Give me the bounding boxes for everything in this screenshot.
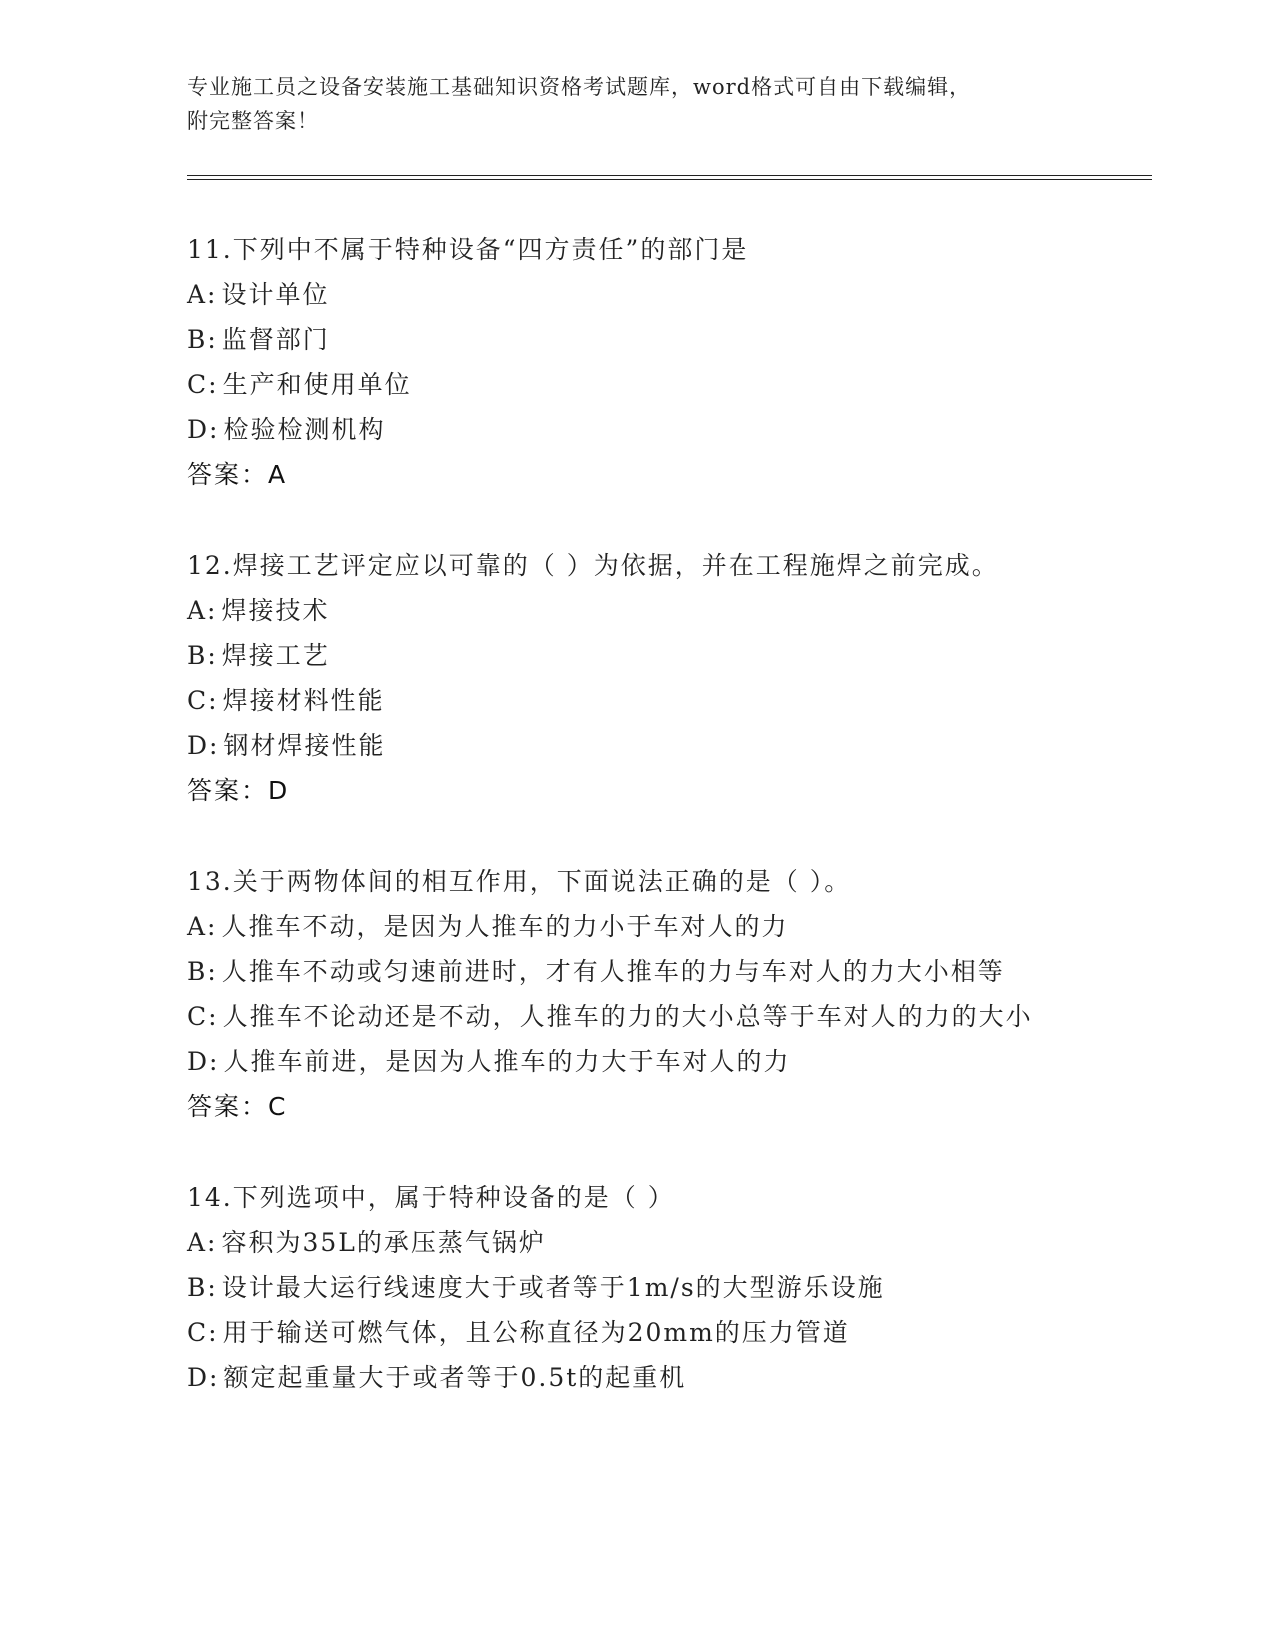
option-label: A: — [187, 1228, 218, 1257]
option-c — [187, 1310, 1152, 1355]
option-text: 人推车前进，是因为人推车的力大于车对人的力 — [223, 1047, 791, 1076]
option-a — [187, 588, 1152, 633]
answer: 答案：A — [187, 460, 288, 489]
option-d — [187, 1355, 1152, 1400]
option-label: D: — [187, 415, 220, 444]
option-label: C: — [187, 1002, 219, 1031]
header-divider — [187, 175, 1152, 180]
option-label: B: — [187, 325, 218, 354]
option-b — [187, 633, 1152, 678]
option-text: 生产和使用单位 — [222, 370, 412, 399]
option-text: 容积为35L的承压蒸气锅炉 — [221, 1228, 546, 1257]
answer: 答案：C — [187, 1092, 288, 1121]
question-stem: 11.下列中不属于特种设备“四方责任”的部门是 — [187, 235, 749, 264]
option-d — [187, 407, 1152, 452]
option-label: B: — [187, 641, 218, 670]
option-text: 设计最大运行线速度大于或者等于1m/s的大型游乐设施 — [221, 1273, 885, 1302]
option-text: 监督部门 — [221, 325, 330, 354]
option-text: 钢材焊接性能 — [223, 731, 386, 760]
option-b — [187, 949, 1152, 994]
option-c — [187, 678, 1152, 723]
option-label: B: — [187, 957, 218, 986]
option-text: 人推车不论动还是不动，人推车的力的大小总等于车对人的力的大小 — [222, 1002, 1033, 1031]
question-list — [187, 227, 1152, 1400]
question-11 — [187, 227, 1152, 497]
option-label: D: — [187, 1363, 220, 1392]
option-label: A: — [187, 912, 218, 941]
option-label: A: — [187, 596, 218, 625]
question-stem: 12.焊接工艺评定应以可靠的（ ）为依据，并在工程施焊之前完成。 — [187, 551, 999, 580]
document-header — [187, 70, 1152, 138]
question-12 — [187, 543, 1152, 813]
option-label: D: — [187, 731, 220, 760]
question-13 — [187, 859, 1152, 1129]
option-c — [187, 362, 1152, 407]
option-text: 人推车不动或匀速前进时，才有人推车的力与车对人的力大小相等 — [221, 957, 1005, 986]
header-line-1: 专业施工员之设备安装施工基础知识资格考试题库，word格式可自由下载编辑， — [187, 75, 972, 99]
option-text: 焊接材料性能 — [222, 686, 385, 715]
answer: 答案：D — [187, 776, 290, 805]
option-text: 额定起重量大于或者等于0.5t的起重机 — [223, 1363, 687, 1392]
option-text: 焊接工艺 — [221, 641, 330, 670]
option-d — [187, 1039, 1152, 1084]
option-a — [187, 904, 1152, 949]
option-label: C: — [187, 370, 219, 399]
option-b — [187, 317, 1152, 362]
option-a — [187, 1220, 1152, 1265]
option-a — [187, 272, 1152, 317]
document-page — [187, 70, 1152, 1446]
option-label: A: — [187, 280, 218, 309]
option-text: 用于输送可燃气体，且公称直径为20mm的压力管道 — [222, 1318, 850, 1347]
option-c — [187, 994, 1152, 1039]
option-text: 焊接技术 — [221, 596, 330, 625]
option-text: 人推车不动，是因为人推车的力小于车对人的力 — [221, 912, 789, 941]
option-label: B: — [187, 1273, 218, 1302]
header-line-2: 附完整答案！ — [187, 109, 319, 133]
option-d — [187, 723, 1152, 768]
question-stem: 14.下列选项中，属于特种设备的是（ ） — [187, 1183, 675, 1212]
option-text: 检验检测机构 — [223, 415, 386, 444]
option-label: D: — [187, 1047, 220, 1076]
question-14 — [187, 1175, 1152, 1400]
option-label: C: — [187, 686, 219, 715]
option-label: C: — [187, 1318, 219, 1347]
question-stem: 13.关于两物体间的相互作用，下面说法正确的是（ ）。 — [187, 867, 852, 896]
option-b — [187, 1265, 1152, 1310]
option-text: 设计单位 — [221, 280, 330, 309]
